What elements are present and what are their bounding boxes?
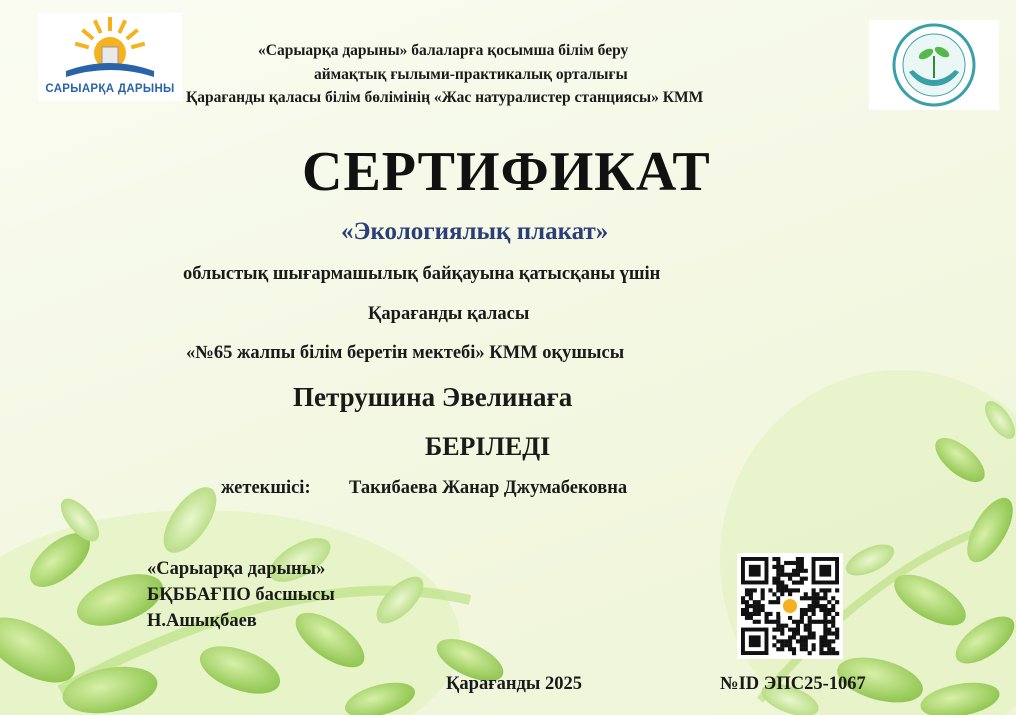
sariarka-daryny-logo: [38, 13, 182, 101]
place-year: Қарағанды 2025: [446, 674, 582, 694]
body-line-1: облыстық шығармашылық байқауына қатысқаны үшін: [183, 264, 661, 284]
header-line-2: аймақтық ғылыми-практикалық орталығы: [314, 66, 628, 83]
qr-code: [737, 553, 843, 659]
awarded-label: БЕРІЛЕДІ: [425, 432, 551, 461]
hands-sprout-icon: [869, 20, 999, 110]
body-line-3: «№65 жалпы білім беретін мектебі» КММ оқушысы: [186, 343, 625, 363]
signatory-line-2: БҚББАҒПО басшысы: [147, 585, 335, 605]
sun-book-icon: [38, 13, 182, 83]
header-line-3: Қарағанды қаласы білім бөлімінің «Жас натуралистер станциясы» КММ: [186, 89, 704, 106]
signatory-line-1: «Сарыарқа дарыны»: [147, 559, 326, 579]
certificate-id: №ID ЭПС25-1067: [720, 674, 866, 694]
header-line-1: «Сарыарқа дарыны» балаларға қосымша білім беру: [258, 42, 629, 59]
certificate-title: СЕРТИФИКАТ: [302, 141, 711, 203]
supervisor-label: жетекшісі:: [221, 478, 311, 498]
body-line-2: Қарағанды қаласы: [368, 304, 530, 324]
supervisor-name: Такибаева Жанар Джумабековна: [349, 478, 628, 498]
signatory-line-3: Н.Ашықбаев: [147, 611, 257, 631]
contest-name: «Экологиялық плакат»: [341, 218, 609, 245]
naturalists-station-logo: [869, 20, 999, 110]
logo-caption: САРЫАРҚА ДАРЫНЫ: [45, 83, 175, 95]
recipient-name: Петрушина Эвелинаға: [293, 382, 573, 412]
qr-code-icon: [737, 553, 843, 659]
